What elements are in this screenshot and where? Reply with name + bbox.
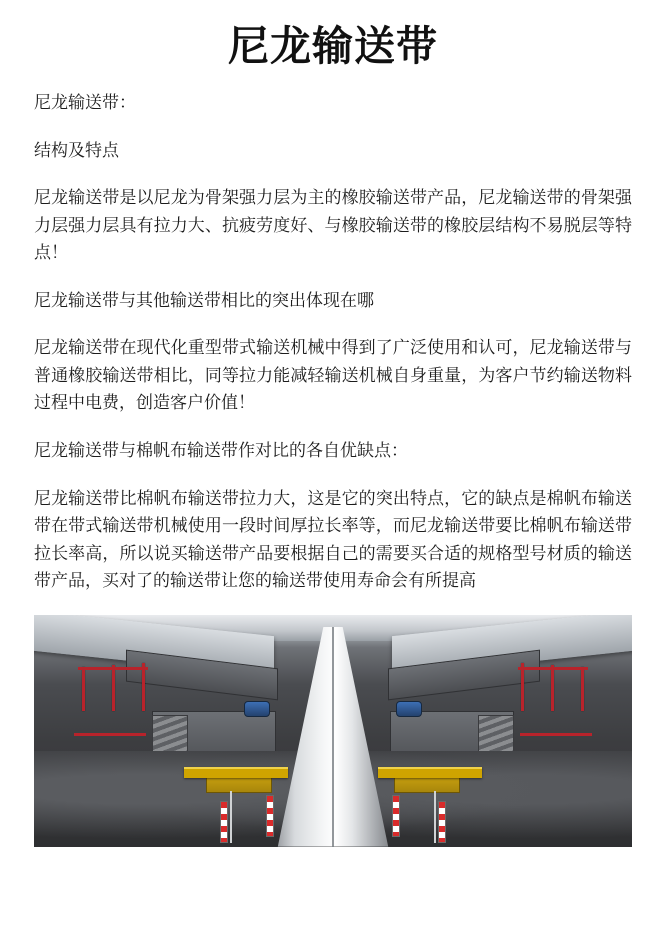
handrail-bar [518,667,588,670]
warning-stripe-post [392,795,400,837]
paragraph: 结构及特点 [34,140,119,160]
paragraph: 尼龙输送带与棉帆布输送带作对比的各自优缺点： [34,440,408,460]
pulley-drum-right [396,701,422,717]
handrail-post [82,667,85,711]
handrail-bar [520,733,592,736]
paragraph: 尼龙输送带在现代化重型带式输送机械中得到了广泛使用和认可，尼龙输送带与普通橡胶输送带相比，同等拉力能减轻输送机械自身重量，为客户节约输送物料过程中电费，创造客户价值！ [34,338,632,413]
light-pole [434,791,436,843]
handrail-post [581,667,584,711]
warning-stripe-post [220,801,228,843]
yellow-gantry-right [378,767,482,778]
handrail-post [551,665,554,711]
paragraph: 尼龙输送带： [34,93,136,113]
yellow-gantry-left [184,767,288,778]
paragraph: 尼龙输送带比棉帆布输送带拉力大，这是它的突出特点，它的缺点是棉帆布输送带在带式输送带机械使用一段时间厚拉长率等，而尼龙输送带要比棉帆布输送带拉长率高，所以说买输送带产品要根据自己的需要买合适的规格型号材质的输送带产品，买对了的输送带让您的输送带使用寿命会有所提高 [34,488,632,591]
conveyor-photo [34,615,632,847]
handrail-post [112,665,115,711]
photo-background [34,615,632,847]
handrail-post [142,663,145,711]
page-title: 尼龙输送带 [228,23,438,69]
belt-center-line [332,627,334,847]
article-body [34,89,632,594]
pulley-drum-left [244,701,270,717]
paragraph: 尼龙输送带与其他输送带相比的突出体现在哪 [34,290,374,310]
handrail-post [521,663,524,711]
warning-stripe-post [438,801,446,843]
warning-stripe-post [266,795,274,837]
paragraph: 尼龙输送带是以尼龙为骨架强力层为主的橡胶输送带产品，尼龙输送带的骨架强力层强力层具有拉力大、抗疲劳度好、与橡胶输送带的橡胶层结构不易脱层等特点！ [34,188,632,263]
handrail-bar [74,733,146,736]
handrail-bar [78,667,148,670]
light-pole [230,791,232,843]
document-page [0,22,666,952]
